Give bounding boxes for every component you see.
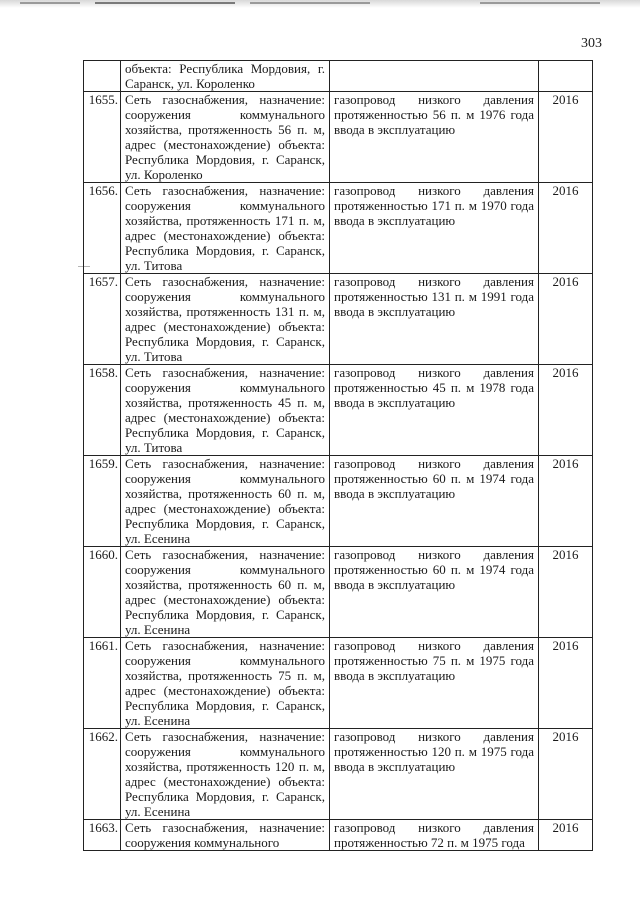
row-number: 1663. bbox=[84, 820, 121, 851]
object-characteristics: газопровод низкого давления протяженностью 60 п. м 1974 года ввода в эксплуатацию bbox=[330, 547, 539, 638]
object-characteristics: газопровод низкого давления протяженностью 72 п. м 1975 года bbox=[330, 820, 539, 851]
table-row bbox=[84, 456, 593, 547]
year: 2016 bbox=[539, 547, 593, 638]
table-row bbox=[84, 274, 593, 365]
table-row bbox=[84, 365, 593, 456]
page-number: 303 bbox=[581, 36, 602, 51]
year bbox=[539, 61, 593, 92]
row-number: 1660. bbox=[84, 547, 121, 638]
object-characteristics: газопровод низкого давления протяженностью 171 п. м 1970 года ввода в эксплуатацию bbox=[330, 183, 539, 274]
object-characteristics bbox=[330, 61, 539, 92]
object-characteristics: газопровод низкого давления протяженностью 45 п. м 1978 года ввода в эксплуатацию bbox=[330, 365, 539, 456]
object-description: Сеть газоснабжения, назначение: сооружения коммунального хозяйства, протяженность 120 п. м, адрес (местонахождение) объекта: Республика Мордовия, г. Саранск, ул. Есенина bbox=[121, 729, 330, 820]
object-description: Сеть газоснабжения, назначение: сооружения коммунального хозяйства, протяженность 131 п. м, адрес (местонахождение) объекта: Республика Мордовия, г. Саранск, ул. Титова bbox=[121, 274, 330, 365]
table-row bbox=[84, 61, 593, 92]
object-description: Сеть газоснабжения, назначение: сооружения коммунального хозяйства, протяженность 60 п. м, адрес (местонахождение) объекта: Республика Мордовия, г. Саранск, ул. Есенина bbox=[121, 547, 330, 638]
scan-mark bbox=[95, 2, 235, 4]
row-number: 1659. bbox=[84, 456, 121, 547]
table-row bbox=[84, 183, 593, 274]
object-characteristics: газопровод низкого давления протяженностью 75 п. м 1975 года ввода в эксплуатацию bbox=[330, 638, 539, 729]
table-row bbox=[84, 638, 593, 729]
year: 2016 bbox=[539, 638, 593, 729]
year: 2016 bbox=[539, 183, 593, 274]
object-characteristics: газопровод низкого давления протяженностью 120 п. м 1975 года ввода в эксплуатацию bbox=[330, 729, 539, 820]
row-number: 1662. bbox=[84, 729, 121, 820]
object-characteristics: газопровод низкого давления протяженностью 56 п. м 1976 года ввода в эксплуатацию bbox=[330, 92, 539, 183]
object-description: Сеть газоснабжения, назначение: сооружения коммунального bbox=[121, 820, 330, 851]
year: 2016 bbox=[539, 820, 593, 851]
row-number: 1661. bbox=[84, 638, 121, 729]
object-description: Сеть газоснабжения, назначение: сооружения коммунального хозяйства, протяженность 171 п. м, адрес (местонахождение) объекта: Республика Мордовия, г. Саранск, ул. Титова bbox=[121, 183, 330, 274]
registry-table bbox=[83, 60, 593, 851]
row-number: 1658. bbox=[84, 365, 121, 456]
table-row bbox=[84, 729, 593, 820]
object-description: Сеть газоснабжения, назначение: сооружения коммунального хозяйства, протяженность 56 п. м, адрес (местонахождение) объекта: Республика Мордовия, г. Саранск, ул. Короленко bbox=[121, 92, 330, 183]
object-description: Сеть газоснабжения, назначение: сооружения коммунального хозяйства, протяженность 75 п. м, адрес (местонахождение) объекта: Республика Мордовия, г. Саранск, ул. Есенина bbox=[121, 638, 330, 729]
row-number: 1656. bbox=[84, 183, 121, 274]
scan-mark bbox=[480, 2, 600, 4]
year: 2016 bbox=[539, 274, 593, 365]
year: 2016 bbox=[539, 365, 593, 456]
object-characteristics: газопровод низкого давления протяженностью 131 п. м 1991 года ввода в эксплуатацию bbox=[330, 274, 539, 365]
table-row bbox=[84, 820, 593, 851]
object-characteristics: газопровод низкого давления протяженностью 60 п. м 1974 года ввода в эксплуатацию bbox=[330, 456, 539, 547]
row-number: 1657. bbox=[84, 274, 121, 365]
object-description: Сеть газоснабжения, назначение: сооружения коммунального хозяйства, протяженность 45 п. м, адрес (местонахождение) объекта: Республика Мордовия, г. Саранск, ул. Титова bbox=[121, 365, 330, 456]
table-row bbox=[84, 547, 593, 638]
object-description: объекта: Республика Мордовия, г. Саранск, ул. Короленко bbox=[121, 61, 330, 92]
year: 2016 bbox=[539, 456, 593, 547]
year: 2016 bbox=[539, 92, 593, 183]
scan-mark bbox=[20, 2, 80, 4]
scan-mark bbox=[250, 2, 370, 4]
row-number bbox=[84, 61, 121, 92]
row-number: 1655. bbox=[84, 92, 121, 183]
table-row bbox=[84, 92, 593, 183]
object-description: Сеть газоснабжения, назначение: сооружения коммунального хозяйства, протяженность 60 п. м, адрес (местонахождение) объекта: Республика Мордовия, г. Саранск, ул. Есенина bbox=[121, 456, 330, 547]
year: 2016 bbox=[539, 729, 593, 820]
